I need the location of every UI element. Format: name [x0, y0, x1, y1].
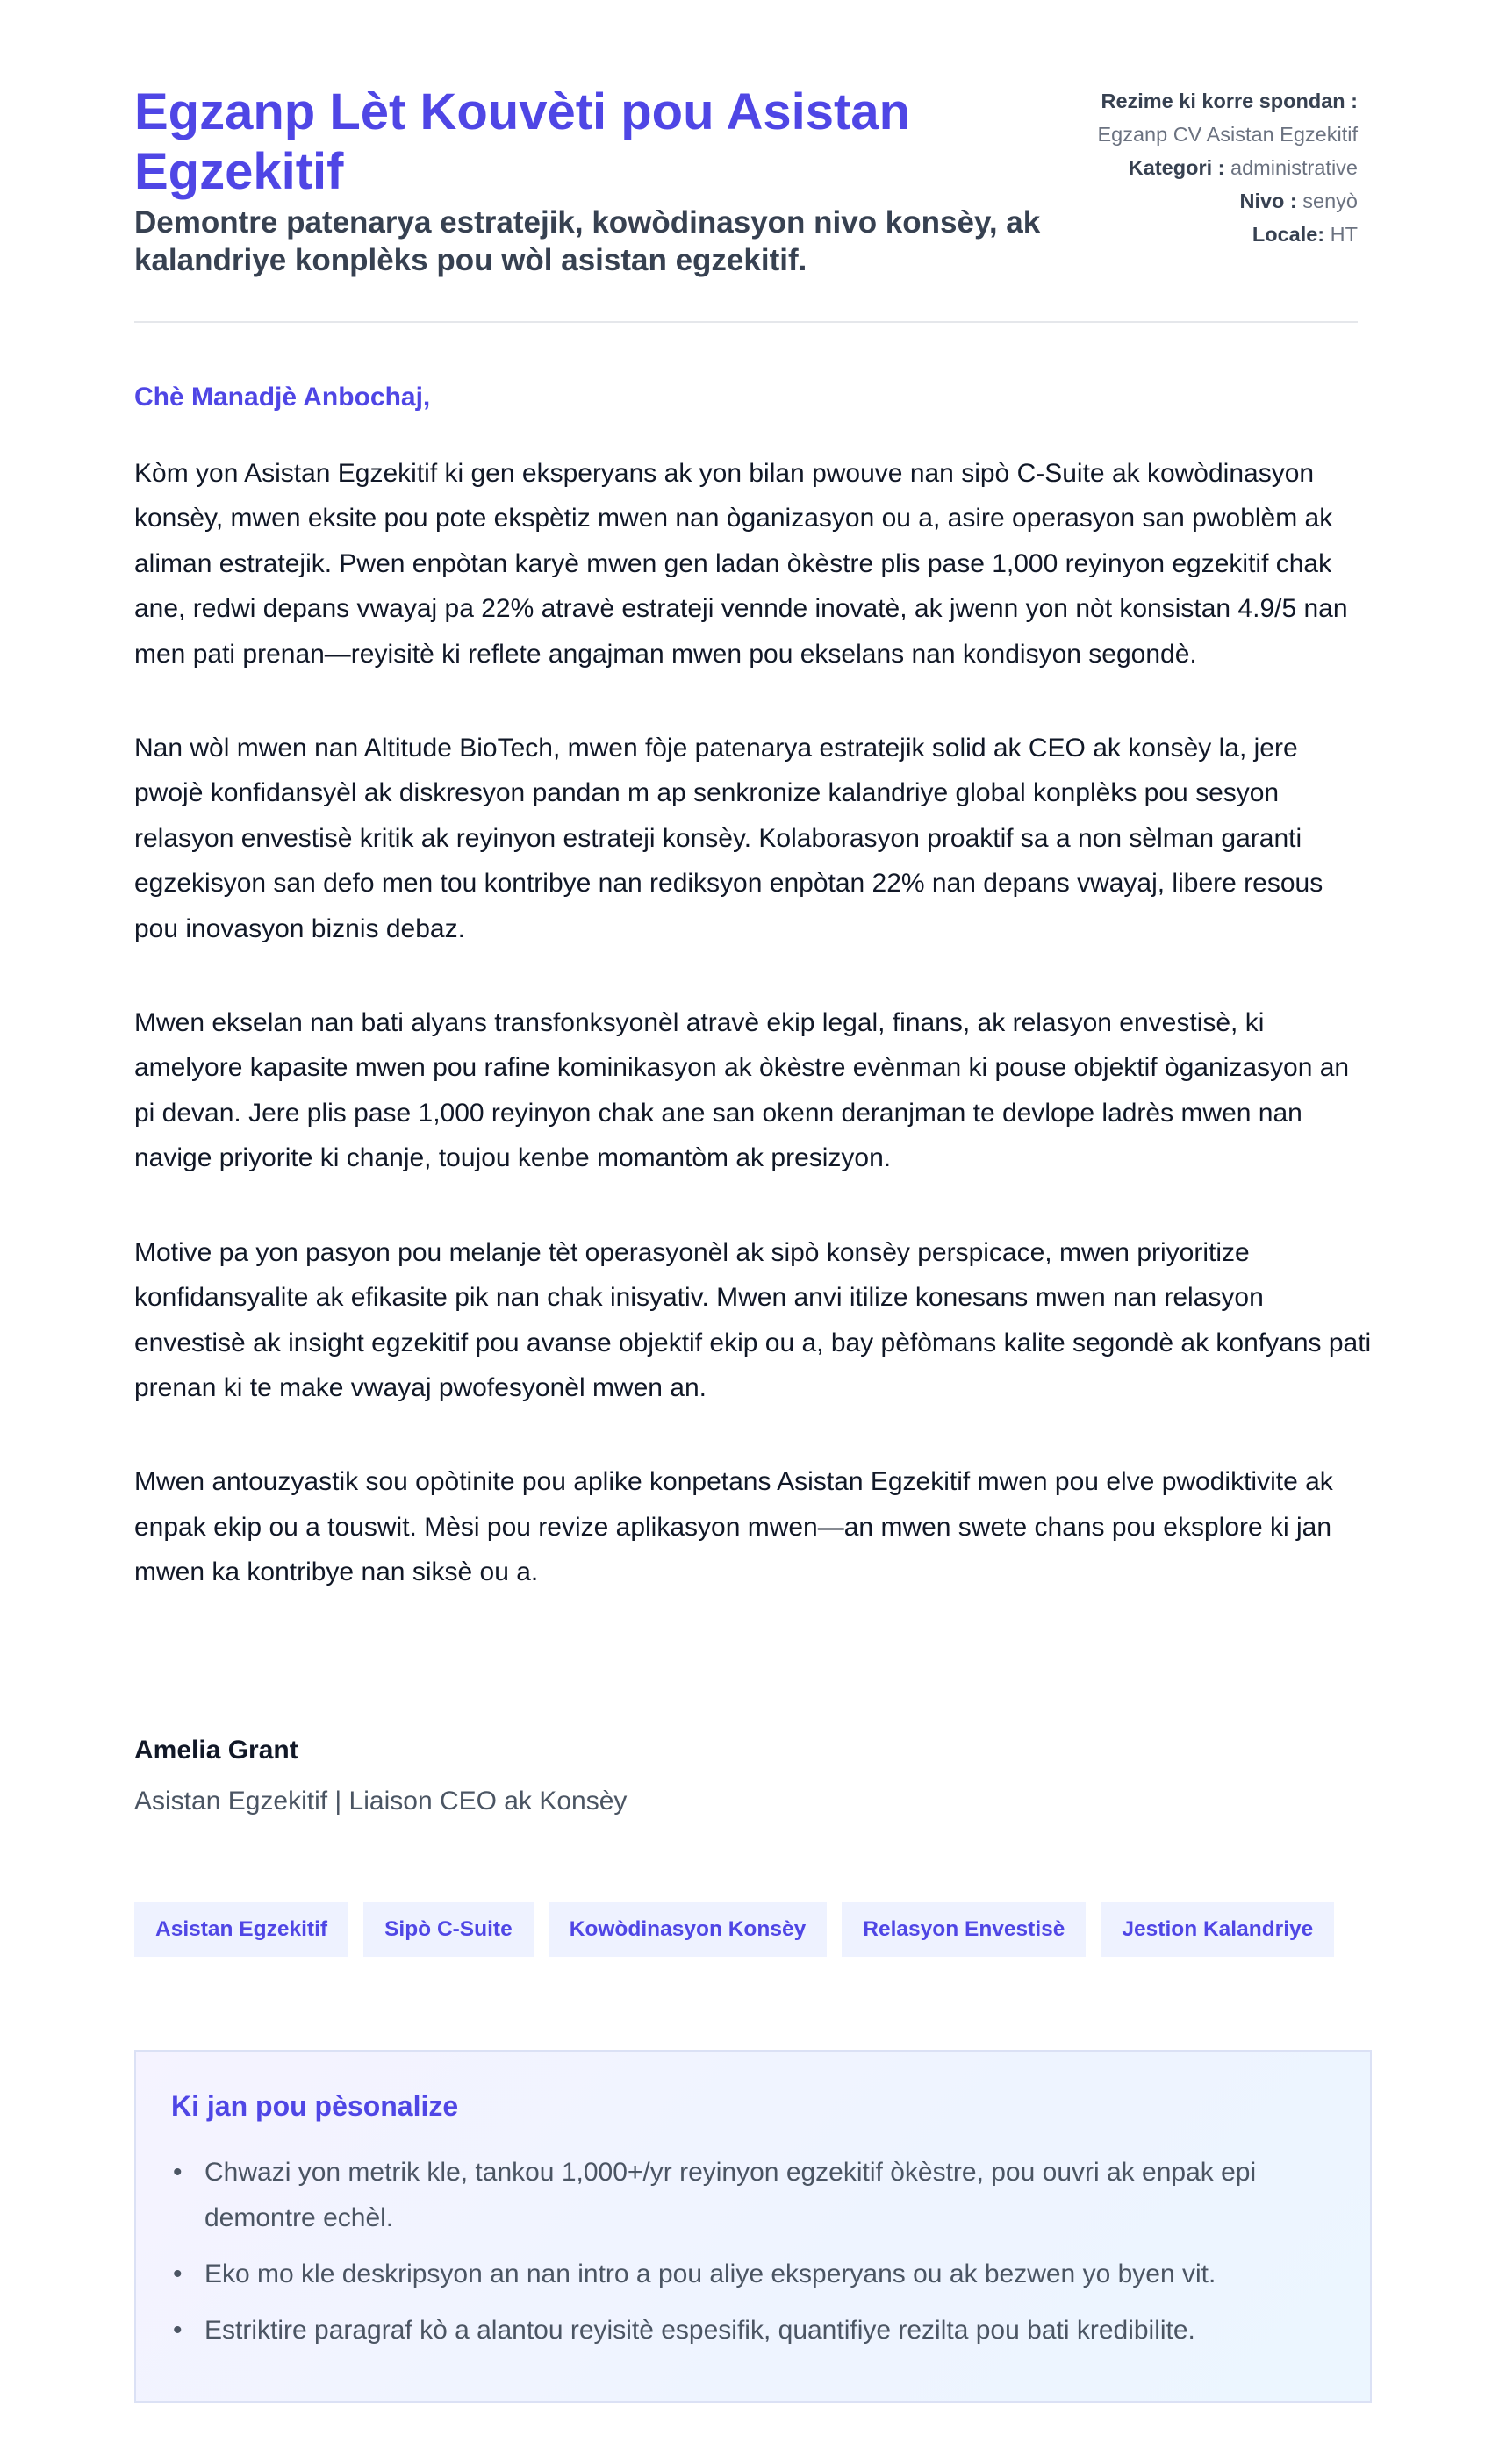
letter-paragraph: Nan wòl mwen nan Altitude BioTech, mwen fòje patenarya estratejik solid ak CEO ak konsèy la, jere pwojè konfidansyèl ak diskresyon pandan m ap senkronize kalandriye global konplèks pou sesyon relasyon envestisè kritik ak reyinyon estrateji konsèy. Kolaborasyon proaktif sa a non sèlman garanti egzekisyon san defo men tou kontribye nan rediksyon enpòtan 22% nan depans vwayaj, libere resous pou inovasyon biznis debaz.: [134, 734, 1323, 943]
tips-item-text: Estriktire paragraf kò a alantou reyisitè espesifik, quantifiye rezilta pou bati kredibilite.: [204, 2316, 1195, 2345]
meta-resume-label: Rezime ki korre spondan :: [1101, 90, 1358, 112]
tips-list-item: [171, 2308, 1321, 2353]
meta-locale: [1097, 218, 1358, 251]
tips-title: Ki jan pou pèsonalize: [171, 2090, 459, 2122]
tips-list-item: [171, 2252, 1321, 2297]
page-subtitle: Demontre patenarya estratejik, kowòdinasyon nivo konsèy, ak kalandriye konplèks pou wòl asistan egzekitif.: [134, 205, 1041, 277]
meta-level: [1097, 184, 1358, 218]
letter-paragraph: Mwen ekselan nan bati alyans transfonksyonèl atravè ekip legal, finans, ak relasyon envestisè, ki amelyore kapasite mwen pou rafine kominikasyon ak òkèstre evènman ki pouse objektif òganizasyon an pi devan. Jere plis pase 1,000 reyinyon chak ane san okenn deranjman te devlope ladrès mwen nan navige priyorite ki chanje, toujou kenbe momantòm ak presizyon.: [134, 1008, 1350, 1173]
meta-panel: [1097, 84, 1358, 251]
tips-list-item: [171, 2150, 1321, 2241]
letter-paragraph: Kòm yon Asistan Egzekitif ki gen eksperyans ak yon bilan pwouve nan sipò C-Suite ak kowòdinasyon konsèy, mwen eksite pou pote ekspètiz mwen nan òganizasyon ou a, asire operasyon san pwoblèm ak aliman estratejik. Pwen enpòtan karyè mwen gen ladan òkèstre plis pase 1,000 reyinyon egzekitif chak ane, redwi depans vwayaj pa 22% atravè estrateji vennde inovatè, ak jwenn yon nòt konsistan 4.9/5 nan men pati prenan—reyisitè ki reflete angajman mwen pou ekselans nan kondisyon segondè.: [134, 459, 1348, 669]
tag-chip[interactable]: Jestion Kalandriye: [1101, 1902, 1334, 1957]
page-title: Egzanp Lèt Kouvèti pou Asistan Egzekitif: [134, 83, 911, 200]
bullet-icon: •: [173, 2260, 183, 2289]
bullet-icon: •: [173, 2316, 183, 2345]
tag-chip[interactable]: Kowòdinasyon Konsèy: [549, 1902, 828, 1957]
bullet-icon: •: [173, 2158, 183, 2187]
meta-locale-label: Locale:: [1252, 223, 1325, 246]
tag-chip[interactable]: Relasyon Envestisè: [842, 1902, 1086, 1957]
letter-salutation: Chè Manadjè Anbochaj,: [134, 383, 431, 412]
signature-title: Asistan Egzekitif | Liaison CEO ak Konsèy: [134, 1787, 628, 1816]
tag-chip[interactable]: Sipò C-Suite: [363, 1902, 534, 1957]
meta-level-label: Nivo :: [1239, 190, 1297, 212]
tag-chip[interactable]: Asistan Egzekitif: [134, 1902, 348, 1957]
signature-name: Amelia Grant: [134, 1736, 298, 1765]
tag-list: [134, 1902, 1334, 1957]
meta-resume-link[interactable]: Egzanp CV Asistan Egzekitif: [1097, 123, 1358, 146]
meta-level-value: senyò: [1302, 190, 1358, 212]
letter-paragraph: Mwen antouzyastik sou opòtinite pou aplike konpetans Asistan Egzekitif mwen pou elve pwodiktivite ak enpak ekip ou a touswit. Mèsi pou revize aplikasyon mwen—an mwen swete chans pou eksplore ki jan mwen ka kontribye nan siksè ou a.: [134, 1467, 1333, 1587]
customization-tips-box: [134, 2050, 1372, 2403]
tips-list: [171, 2150, 1321, 2364]
meta-category: [1097, 151, 1358, 184]
letter-body: [134, 451, 1372, 1644]
meta-category-label: Kategori :: [1128, 156, 1225, 179]
meta-locale-value: HT: [1330, 223, 1358, 246]
letter-paragraph: Motive pa yon pasyon pou melanje tèt operasyonèl ak sipò konsèy perspicace, mwen priyoritize konfidansyalite ak efikasite pik nan chak inisyativ. Mwen anvi itilize konesans mwen nan relasyon envestisè ak insight egzekitif pou avanse objektif ekip ou a, bay pèfòmans kalite segondè ak konfyans pati prenan ki te make vwayaj pwofesyonèl mwen an.: [134, 1237, 1372, 1402]
meta-category-value: administrative: [1230, 156, 1358, 179]
tips-item-text: Chwazi yon metrik kle, tankou 1,000+/yr reyinyon egzekitif òkèstre, pou ouvri ak enpak epi demontre echèl.: [204, 2158, 1257, 2232]
tips-item-text: Eko mo kle deskripsyon an nan intro a pou aliye eksperyans ou ak bezwen yo byen vit.: [204, 2260, 1216, 2289]
header: [134, 0, 1358, 323]
